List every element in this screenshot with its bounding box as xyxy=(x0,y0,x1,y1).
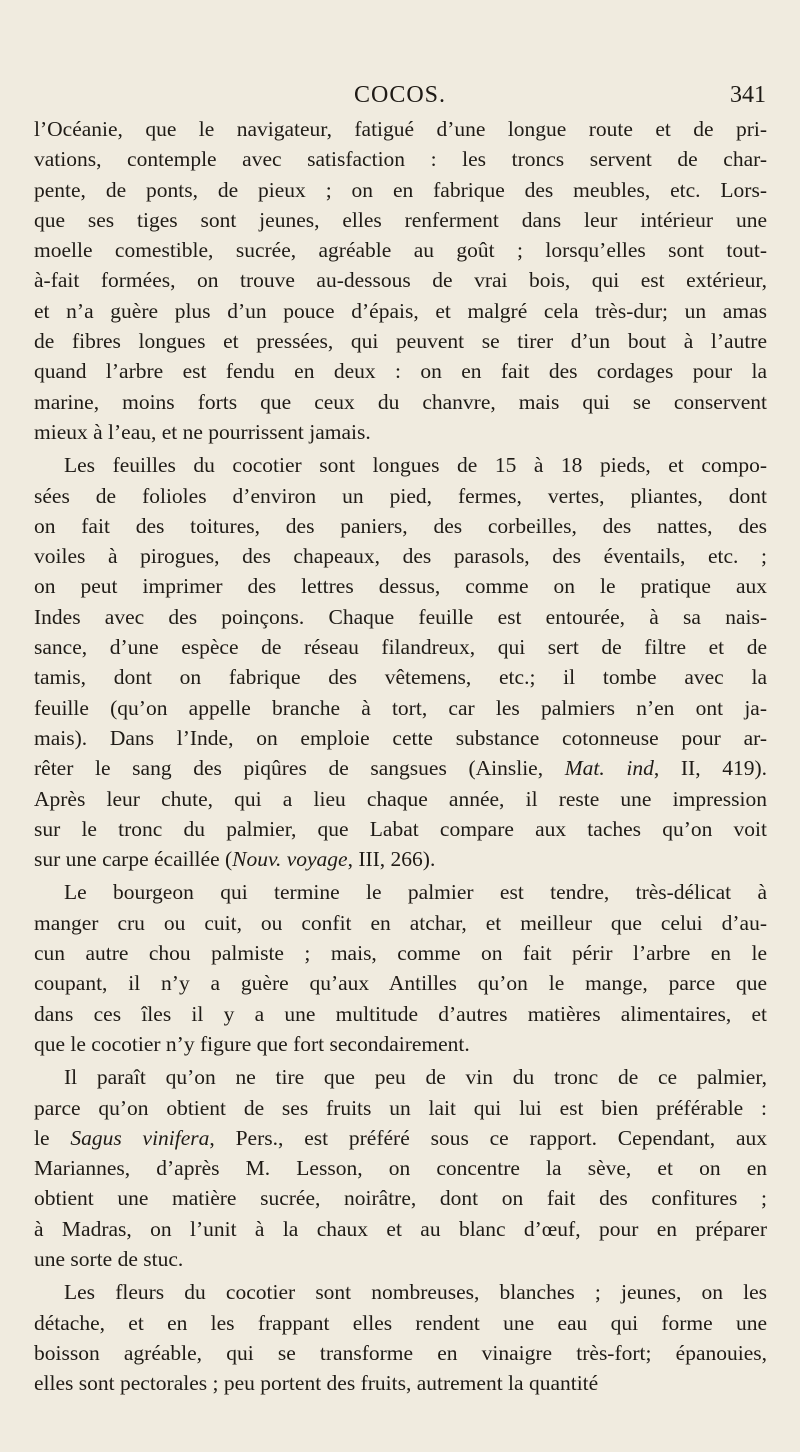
text-line: mais). Dans l’Inde, on emploie cette substance cotonneuse pour ar- xyxy=(34,725,767,750)
text-line: Les feuilles du cocotier sont longues de 15 à 18 pieds, et compo- xyxy=(64,453,767,478)
text-line: moelle comestible, sucrée, agréable au goût ; lorsqu’elles sont tout- xyxy=(34,238,767,263)
text-line: sance, d’une espèce de réseau filandreux, qui sert de filtre et de xyxy=(34,635,767,660)
body-text xyxy=(34,114,767,1398)
text-line: marine, moins forts que ceux du chanvre, mais qui se conservent xyxy=(34,389,767,414)
text-line: sur le tronc du palmier, que Labat compare aux taches qu’on voit xyxy=(34,816,767,841)
text-line: parce qu’on obtient de ses fruits un lait qui lui est bien préférable : xyxy=(34,1095,767,1120)
text-line: pente, de ponts, de pieux ; on en fabrique des meubles, etc. Lors- xyxy=(34,177,767,202)
text-line: quand l’arbre est fendu en deux : on en fait des cordages pour la xyxy=(34,359,767,384)
text-line: rêter le sang des piqûres de sangsues (Ainslie, Mat. ind, II, 419). xyxy=(34,756,767,781)
text-line: sur une carpe écaillée (Nouv. voyage, III, 266). xyxy=(34,847,436,872)
page-header xyxy=(0,82,800,112)
text-line: dans ces îles il y a une multitude d’autres matières alimentaires, et xyxy=(34,1001,767,1026)
text-line: Il paraît qu’on ne tire que peu de vin du tronc de ce palmier, xyxy=(64,1065,767,1090)
text-line: feuille (qu’on appelle branche à tort, car les palmiers n’en ont ja- xyxy=(34,695,767,720)
text-line: sées de folioles d’environ un pied, fermes, vertes, pliantes, dont xyxy=(34,483,767,508)
text-line: obtient une matière sucrée, noirâtre, dont on fait des confitures ; xyxy=(34,1186,767,1211)
text-line: tamis, dont on fabrique des vêtemens, etc.; il tombe avec la xyxy=(34,665,767,690)
paragraph xyxy=(34,1277,767,1398)
text-line: Indes avec des poinçons. Chaque feuille est entourée, à sa nais- xyxy=(34,604,767,629)
text-line: vations, contemple avec satisfaction : les troncs servent de char- xyxy=(34,147,767,172)
text-line: Mariannes, d’après M. Lesson, on concentre la sève, et on en xyxy=(34,1156,767,1181)
text-line: Après leur chute, qui a lieu chaque année, il reste une impression xyxy=(34,786,767,811)
text-line: de fibres longues et pressées, qui peuvent se tirer d’un bout à l’autre xyxy=(34,329,767,354)
text-line: que ses tiges sont jeunes, elles renferment dans leur intérieur une xyxy=(34,207,767,232)
paragraph xyxy=(34,1062,767,1274)
paragraph xyxy=(34,450,767,874)
text-line: coupant, il n’y a guère qu’aux Antilles qu’on le mange, parce que xyxy=(34,971,767,996)
text-line: à-fait formées, on trouve au-dessous de vrai bois, qui est extérieur, xyxy=(34,268,767,293)
text-line: on peut imprimer des lettres dessus, comme on le pratique aux xyxy=(34,574,767,599)
text-line: une sorte de stuc. xyxy=(34,1246,184,1271)
text-line: à Madras, on l’unit à la chaux et au blanc d’œuf, pour en préparer xyxy=(34,1216,767,1241)
text-line: l’Océanie, que le navigateur, fatigué d’une longue route et de pri- xyxy=(34,117,767,141)
text-line: Les fleurs du cocotier sont nombreuses, blanches ; jeunes, on les xyxy=(64,1280,767,1305)
text-line: cun autre chou palmiste ; mais, comme on fait périr l’arbre en le xyxy=(34,941,767,966)
text-line: manger cru ou cuit, ou confit en atchar, et meilleur que celui d’au- xyxy=(34,910,767,935)
text-line: voiles à pirogues, des chapeaux, des parasols, des éventails, etc. ; xyxy=(34,544,767,569)
text-line: détache, et en les frappant elles rendent une eau qui forme une xyxy=(34,1310,767,1335)
text-line: boisson agréable, qui se transforme en vinaigre très-fort; épanouies, xyxy=(34,1340,767,1365)
paragraph xyxy=(34,114,767,447)
text-line: on fait des toitures, des paniers, des corbeilles, des nattes, des xyxy=(34,513,767,538)
text-line: le Sagus vinifera, Pers., est préféré sous ce rapport. Cependant, aux xyxy=(34,1125,767,1150)
text-line: Le bourgeon qui termine le palmier est tendre, très-délicat à xyxy=(64,880,767,905)
text-line: elles sont pectorales ; peu portent des fruits, autrement la quantité xyxy=(34,1371,599,1396)
running-title: COCOS. xyxy=(353,82,447,108)
text-line: et n’a guère plus d’un pouce d’épais, et malgré cela très-dur; un amas xyxy=(34,298,767,323)
text-line: que le cocotier n’y figure que fort secondairement. xyxy=(34,1031,470,1056)
page-number: 341 xyxy=(730,82,766,108)
paragraph xyxy=(34,877,767,1059)
text-line: mieux à l’eau, et ne pourrissent jamais. xyxy=(34,419,371,444)
